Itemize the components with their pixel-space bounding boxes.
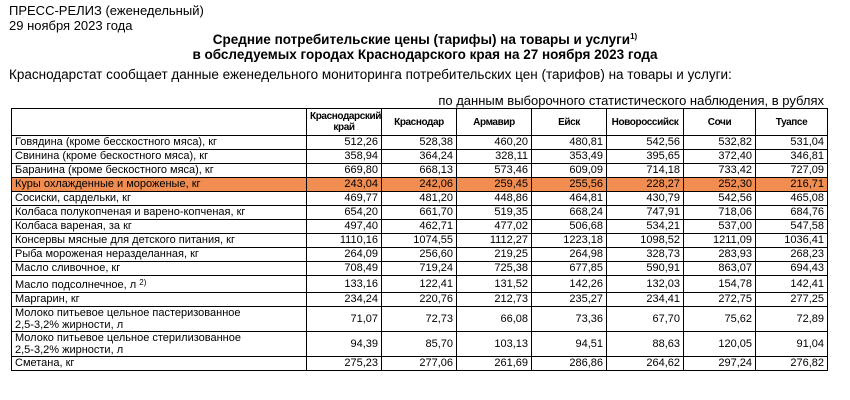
price-cell: 277,06 [382, 357, 457, 371]
price-cell: 103,13 [457, 332, 532, 357]
table-row [12, 150, 828, 164]
intro-text: Краснодарстат сообщает данные еженедельного мониторинга потребительских цен (тарифов) на товары и услуги: [9, 67, 732, 82]
price-cell: 531,04 [756, 136, 828, 150]
price-cell: 528,38 [382, 136, 457, 150]
price-cell: 677,85 [532, 262, 607, 276]
product-name-cell [12, 357, 307, 371]
price-cell: 272,75 [684, 293, 756, 307]
product-name-cell [12, 293, 307, 307]
price-cell: 708,49 [307, 262, 382, 276]
title-footnote-mark: 1) [630, 32, 638, 41]
price-cell: 220,76 [382, 293, 457, 307]
product-name: Баранина (кроме бескостного мяса), кг [15, 164, 214, 176]
price-cell: 235,27 [532, 293, 607, 307]
price-cell: 537,00 [684, 220, 756, 234]
product-name-cell [12, 150, 307, 164]
price-cell: 268,23 [756, 248, 828, 262]
table-row [12, 307, 828, 332]
title-line-1 [0, 29, 850, 47]
price-cell: 85,70 [382, 332, 457, 357]
price-cell: 142,41 [756, 276, 828, 293]
price-cell: 534,21 [607, 220, 684, 234]
price-table [11, 108, 828, 371]
price-cell: 67,70 [607, 307, 684, 332]
price-cell: 1110,16 [307, 234, 382, 248]
price-cell: 286,86 [532, 357, 607, 371]
price-cell: 75,62 [684, 307, 756, 332]
price-cell: 234,24 [307, 293, 382, 307]
price-cell: 519,35 [457, 206, 532, 220]
price-cell: 547,58 [756, 220, 828, 234]
price-cell: 122,41 [382, 276, 457, 293]
product-name: Колбаса вареная, за кг [15, 220, 132, 232]
price-cell: 747,91 [607, 206, 684, 220]
price-cell: 1223,18 [532, 234, 607, 248]
title-line-1-text: Средние потребительские цены (тарифы) на товары и услуги [212, 32, 631, 47]
table-row [12, 234, 828, 248]
price-cell: 462,71 [382, 220, 457, 234]
price-cell: 120,05 [684, 332, 756, 357]
price-cell: 465,08 [756, 192, 828, 206]
price-cell: 430,79 [607, 192, 684, 206]
column-header [12, 109, 307, 136]
price-cell: 259,45 [457, 178, 532, 192]
price-cell: 863,07 [684, 262, 756, 276]
price-cell: 684,76 [756, 206, 828, 220]
price-cell: 275,23 [307, 357, 382, 371]
table-row [12, 220, 828, 234]
price-cell: 243,04 [307, 178, 382, 192]
product-name-cell [12, 192, 307, 206]
product-name-cell [12, 234, 307, 248]
product-name-cell [12, 262, 307, 276]
price-cell: 718,06 [684, 206, 756, 220]
product-name-cell [12, 206, 307, 220]
column-header: Армавир [457, 109, 532, 136]
price-cell: 261,69 [457, 357, 532, 371]
product-name-cell [12, 307, 307, 332]
product-name-cell [12, 332, 307, 357]
price-cell: 694,43 [756, 262, 828, 276]
price-cell: 72,89 [756, 307, 828, 332]
product-name-line: 2,5-3,2% жирности, л [15, 319, 124, 331]
price-cell: 477,02 [457, 220, 532, 234]
price-cell: 212,73 [457, 293, 532, 307]
price-cell: 353,49 [532, 150, 607, 164]
footnote-mark: 2) [139, 278, 147, 287]
price-cell: 142,26 [532, 276, 607, 293]
product-name: Сосиски, сардельки, кг [15, 192, 131, 204]
price-cell: 469,77 [307, 192, 382, 206]
product-name-cell [12, 164, 307, 178]
price-cell: 154,78 [684, 276, 756, 293]
release-date: 29 ноября 2023 года [9, 18, 133, 33]
product-name: Говядина (кроме бесскостного мяса), кг [15, 136, 218, 148]
price-cell: 573,46 [457, 164, 532, 178]
data-source-note: по данным выборочного статистического наблюдения, в рублях [438, 93, 824, 108]
price-cell: 1112,27 [457, 234, 532, 248]
product-name: Рыба мороженая неразделанная, кг [15, 248, 199, 260]
price-cell: 480,81 [532, 136, 607, 150]
price-cell: 216,71 [756, 178, 828, 192]
price-cell: 66,08 [457, 307, 532, 332]
price-cell: 94,51 [532, 332, 607, 357]
price-cell: 228,27 [607, 178, 684, 192]
product-name-line: Молоко питьевое цельное пастеризованное [15, 307, 241, 319]
column-header: Краснодар [382, 109, 457, 136]
price-cell: 364,24 [382, 150, 457, 164]
price-cell: 725,38 [457, 262, 532, 276]
product-name: Масло подсолнечное, л [15, 279, 137, 291]
table-row [12, 206, 828, 220]
product-name: Колбаса полукопченая и варено-копченая, кг [15, 206, 246, 218]
price-cell: 512,26 [307, 136, 382, 150]
product-name-line: 2,5-3,2% жирности, л [15, 344, 124, 356]
price-cell: 297,24 [684, 357, 756, 371]
price-cell: 609,09 [532, 164, 607, 178]
price-cell: 733,42 [684, 164, 756, 178]
price-cell: 1074,55 [382, 234, 457, 248]
price-cell: 727,09 [756, 164, 828, 178]
price-cell: 654,20 [307, 206, 382, 220]
price-cell: 542,56 [607, 136, 684, 150]
price-cell: 255,56 [532, 178, 607, 192]
document-title [0, 29, 850, 62]
price-cell: 283,93 [684, 248, 756, 262]
price-cell: 91,04 [756, 332, 828, 357]
product-name-cell [12, 276, 307, 293]
price-cell: 358,94 [307, 150, 382, 164]
product-name: Масло сливочное, кг [15, 262, 121, 274]
price-cell: 264,98 [532, 248, 607, 262]
product-name-cell [12, 178, 307, 192]
product-name: Консервы мясные для детского питания, кг [15, 234, 235, 246]
price-cell: 714,18 [607, 164, 684, 178]
price-cell: 460,20 [457, 136, 532, 150]
column-header: Новороссийск [607, 109, 684, 136]
price-cell: 264,09 [307, 248, 382, 262]
price-cell: 328,11 [457, 150, 532, 164]
price-cell: 372,40 [684, 150, 756, 164]
price-cell: 668,13 [382, 164, 457, 178]
price-cell: 234,41 [607, 293, 684, 307]
column-header: Краснодарский край [307, 109, 382, 136]
table-row [12, 262, 828, 276]
price-cell: 346,81 [756, 150, 828, 164]
price-cell: 719,24 [382, 262, 457, 276]
price-cell: 276,82 [756, 357, 828, 371]
price-cell: 532,82 [684, 136, 756, 150]
product-name-cell [12, 136, 307, 150]
title-line-2: в обследуемых городах Краснодарского края на 27 ноября 2023 года [192, 47, 658, 62]
table-row [12, 164, 828, 178]
price-cell: 88,63 [607, 332, 684, 357]
table-row [12, 293, 828, 307]
price-cell: 94,39 [307, 332, 382, 357]
table-row [12, 248, 828, 262]
product-name-cell [12, 220, 307, 234]
column-header: Туапсе [756, 109, 828, 136]
product-name: Свинина (кроме бескостного мяса), кг [15, 150, 209, 162]
price-cell: 131,52 [457, 276, 532, 293]
table-row [12, 357, 828, 371]
table-row [12, 192, 828, 206]
price-cell: 71,07 [307, 307, 382, 332]
price-cell: 669,80 [307, 164, 382, 178]
product-name-cell [12, 248, 307, 262]
price-cell: 542,56 [684, 192, 756, 206]
price-cell: 277,25 [756, 293, 828, 307]
column-header: Ейск [532, 109, 607, 136]
price-cell: 328,73 [607, 248, 684, 262]
price-cell: 1036,41 [756, 234, 828, 248]
price-cell: 252,30 [684, 178, 756, 192]
price-cell: 464,81 [532, 192, 607, 206]
table-row [12, 332, 828, 357]
price-cell: 133,16 [307, 276, 382, 293]
price-cell: 73,36 [532, 307, 607, 332]
price-cell: 506,68 [532, 220, 607, 234]
press-release-label: ПРЕСС-РЕЛИЗ (еженедельный) [9, 3, 204, 18]
table-row [12, 276, 828, 293]
product-name: Сметана, кг [15, 357, 75, 369]
price-cell: 497,40 [307, 220, 382, 234]
table-header-row [12, 109, 828, 136]
price-cell: 661,70 [382, 206, 457, 220]
table-row [12, 178, 828, 192]
price-cell: 590,91 [607, 262, 684, 276]
product-name: Куры охлажденные и мороженые, кг [15, 178, 201, 190]
column-header: Сочи [684, 109, 756, 136]
table-row [12, 136, 828, 150]
price-cell: 72,73 [382, 307, 457, 332]
price-cell: 256,60 [382, 248, 457, 262]
price-cell: 1211,09 [684, 234, 756, 248]
price-cell: 219,25 [457, 248, 532, 262]
product-name: Маргарин, кг [15, 293, 80, 305]
price-cell: 448,86 [457, 192, 532, 206]
price-cell: 668,24 [532, 206, 607, 220]
price-cell: 242,06 [382, 178, 457, 192]
price-cell: 132,03 [607, 276, 684, 293]
price-cell: 395,65 [607, 150, 684, 164]
product-name-line: Молоко питьевое цельное стерилизованное [15, 332, 241, 344]
price-cell: 481,20 [382, 192, 457, 206]
price-cell: 1098,52 [607, 234, 684, 248]
table-body [12, 136, 828, 371]
price-cell: 264,62 [607, 357, 684, 371]
